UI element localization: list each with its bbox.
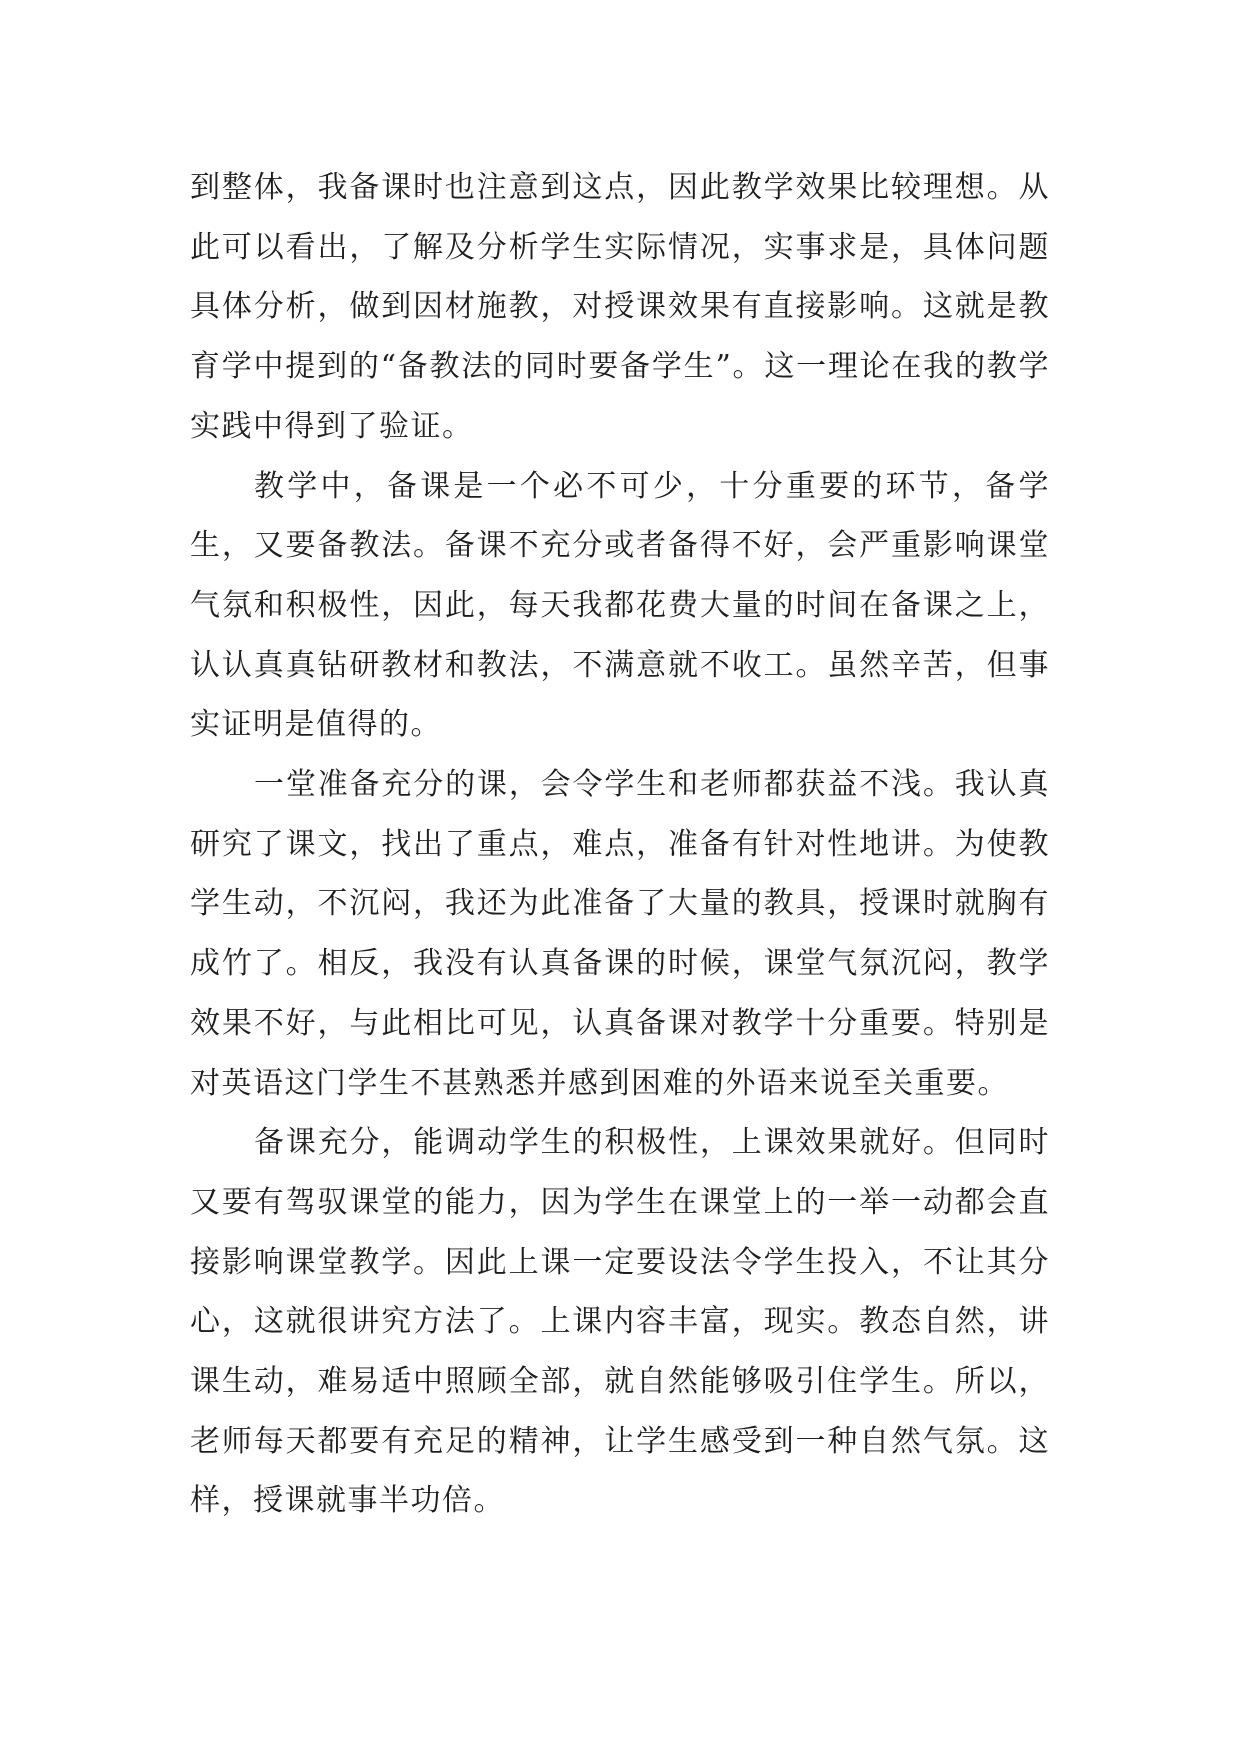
paragraph-continuation: 到整体，我备课时也注意到这点，因此教学效果比较理想。从此可以看出，了解及分析学生实际情况，实事求是，具体问题具体分析，做到因材施教，对授课效果有直接影响。这就是教育学中提到的“备教法的同时要备学生”。这一理论在我的教学实践中得到了验证。 [190,170,1050,444]
paragraph-classroom-control: 备课充分，能调动学生的积极性，上课效果就好。但同时又要有驾驭课堂的能力，因为学生在课堂上的一举一动都会直接影响课堂教学。因此上课一定要设法令学生投入，不让其分心，这就很讲究方法了。上课内容丰富，现实。教态自然，讲课生动，难易适中照顾全部，就自然能够吸引住学生。所以，老师每天都要有充足的精神，让学生感受到一种自然气氛。这样，授课就事半功倍。 [190,1125,1050,1519]
paragraph-lesson-preparation: 教学中，备课是一个必不可少，十分重要的环节，备学生，又要备教法。备课不充分或者备得不好，会严重影响课堂气氛和积极性，因此，每天我都花费大量的时间在备课之上，认认真真钻研教材和教法，不满意就不收工。虽然辛苦，但事实证明是值得的。 [190,468,1050,743]
document-body [190,158,1050,1531]
paragraph-well-prepared-class: 一堂准备充分的课，会令学生和老师都获益不浅。我认真研究了课文，找出了重点，难点，准备有针对性地讲。为使教学生动，不沉闷，我还为此准备了大量的教具，授课时就胸有成竹了。相反，我没有认真备课的时候，课堂气氛沉闷，教学效果不好，与此相比可见，认真备课对教学十分重要。特别是对英语这门学生不甚熟悉并感到困难的外语来说至关重要。 [190,767,1050,1101]
